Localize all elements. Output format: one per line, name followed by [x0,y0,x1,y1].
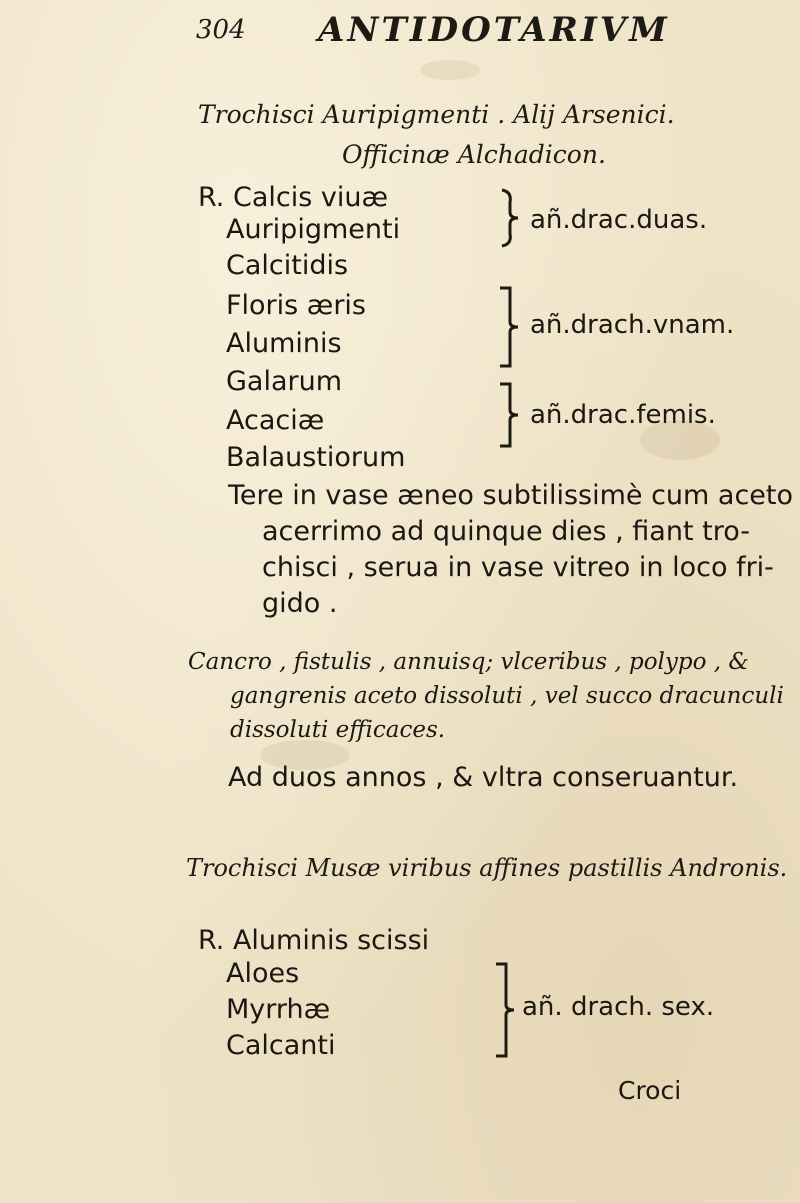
catchword: Croci [618,1076,682,1105]
ingredient-line: Galarum [226,366,343,397]
ingredient-line: Auripigmenti [226,214,401,245]
ingredient-line: Floris æris [226,290,366,321]
dose-label: añ.drach.vnam. [530,310,735,340]
recipe-subtitle: Officinæ Alchadicon. [342,140,606,169]
instruction-line: acerrimo ad quinque dies , fiant tro- [262,516,750,547]
uses-line: Cancro , fistulis , annuisq; vlceribus , polypo , & [188,649,749,675]
paper-stain [420,60,480,80]
brace-icon [494,960,516,1060]
recipe-title: Trochisci Auripigmenti . Alij Arsenici. [198,100,675,129]
uses-line: gangrenis aceto dissoluti , vel succo dracunculi [230,683,784,709]
instruction-line: gido . [262,588,338,619]
recipe-title: Trochisci Musæ viribus affines pastillis Andronis. [186,854,788,882]
ingredient-line: Balaustiorum [226,442,406,473]
ingredient-line: Aloes [226,958,300,989]
dose-label: añ.drac.duas. [530,205,708,235]
running-head: ANTIDOTARIVM [318,10,670,50]
instruction-line: chisci , serua in vase vitreo in loco fri- [262,552,774,583]
dose-label: añ.drac.femis. [530,400,716,430]
ingredient-line: Aluminis [226,328,342,359]
ingredient-line: Calcanti [226,1030,336,1061]
ingredient-line: R. Aluminis scissi [198,925,430,956]
uses-line: dissoluti efficaces. [230,717,446,743]
ingredient-line: Myrrhæ [226,994,331,1025]
brace-icon [498,284,520,370]
brace-icon [498,380,520,450]
ingredient-line: Calcitidis [226,250,349,281]
duration-line: Ad duos annos , & vltra conseruantur. [228,762,739,793]
ingredient-line: R. Calcis viuæ [198,182,388,213]
ingredient-line: Acaciæ [226,405,325,436]
dose-label: añ. drach. sex. [522,992,715,1022]
brace-icon [498,188,520,248]
instruction-line: Tere in vase æneo subtilissimè cum aceto [228,480,794,511]
page-number: 304 [196,15,246,45]
